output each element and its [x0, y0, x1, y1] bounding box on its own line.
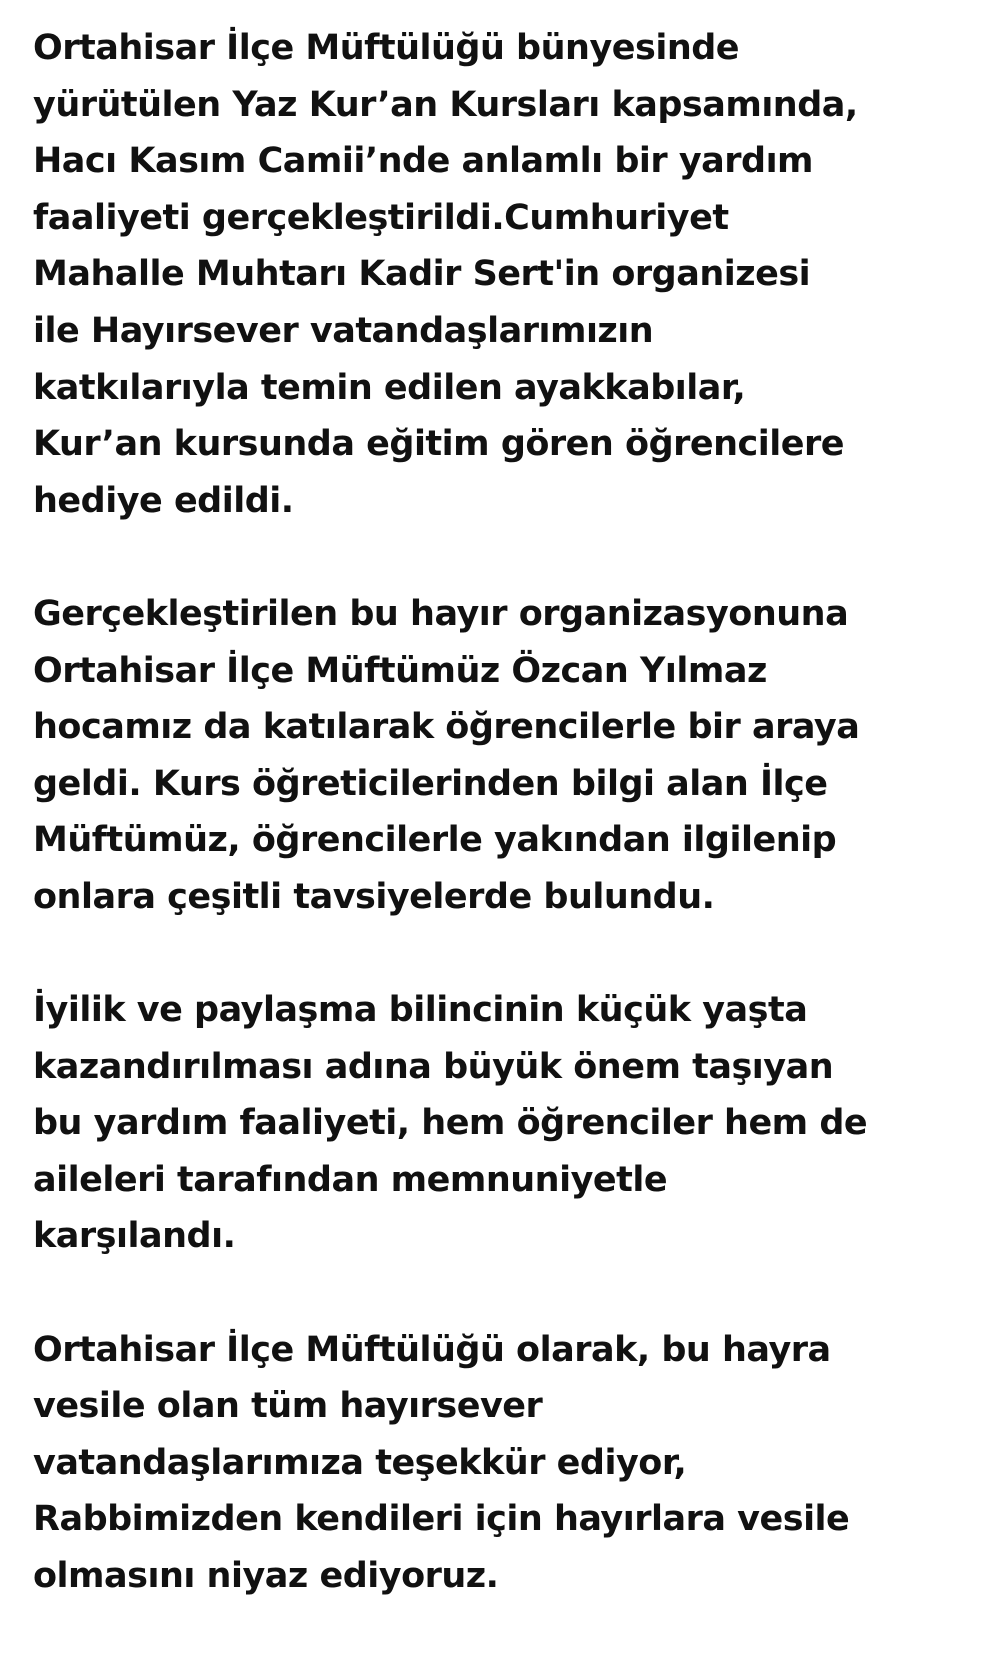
text-line: Müftümüz, öğrencilerle yakından ilgilenip [33, 820, 837, 861]
text-line: Rabbimizden kendileri için hayırlara vesile [33, 1499, 850, 1540]
paragraph-4 [33, 1322, 983, 1605]
text-line: hediye edildi. [33, 480, 294, 521]
text-line: hocamız da katılarak öğrencilerle bir araya [33, 707, 860, 748]
text-line: vatandaşlarımıza teşekkür ediyor, [33, 1442, 687, 1483]
text-line: olmasını niyaz ediyoruz. [33, 1556, 499, 1597]
text-line: Ortahisar İlçe Müftülüğü bünyesinde [33, 28, 740, 68]
text-line: Ortahisar İlçe Müftülüğü olarak, bu hayra [33, 1329, 831, 1370]
text-line: Gerçekleştirilen bu hayır organizasyonuna [33, 593, 849, 634]
text-line: İyilik ve paylaşma bilincinin küçük yaşta [33, 990, 808, 1031]
document-body [33, 20, 983, 1661]
text-line: vesile olan tüm hayırsever [33, 1386, 543, 1427]
paragraph-2 [33, 586, 983, 926]
text-line: katkılarıyla temin edilen ayakkabılar, [33, 367, 746, 408]
text-line: onlara çeşitli tavsiyelerde bulundu. [33, 876, 715, 917]
text-line: Ortahisar İlçe Müftümüz Özcan Yılmaz [33, 650, 767, 691]
text-line: geldi. Kurs öğreticilerinden bilgi alan İlçe [33, 763, 828, 804]
text-line: aileleri tarafından memnuniyetle [33, 1159, 668, 1200]
text-line: ile Hayırsever vatandaşlarımızın [33, 310, 654, 351]
text-line: kazandırılması adına büyük önem taşıyan [33, 1046, 834, 1087]
text-line: Mahalle Muhtarı Kadir Sert'in organizesi [33, 254, 811, 295]
text-line: Kur’an kursunda eğitim gören öğrencilere [33, 424, 845, 465]
text-line: bu yardım faaliyeti, hem öğrenciler hem de [33, 1103, 868, 1144]
text-line: yürütülen Yaz Kur’an Kursları kapsamında, [33, 84, 858, 125]
text-line: Hacı Kasım Camii’nde anlamlı bir yardım [33, 141, 814, 182]
paragraph-3 [33, 982, 983, 1265]
paragraph-1 [33, 20, 983, 529]
text-line: karşılandı. [33, 1216, 236, 1257]
text-line: faaliyeti gerçekleştirildi.Cumhuriyet [33, 197, 729, 238]
